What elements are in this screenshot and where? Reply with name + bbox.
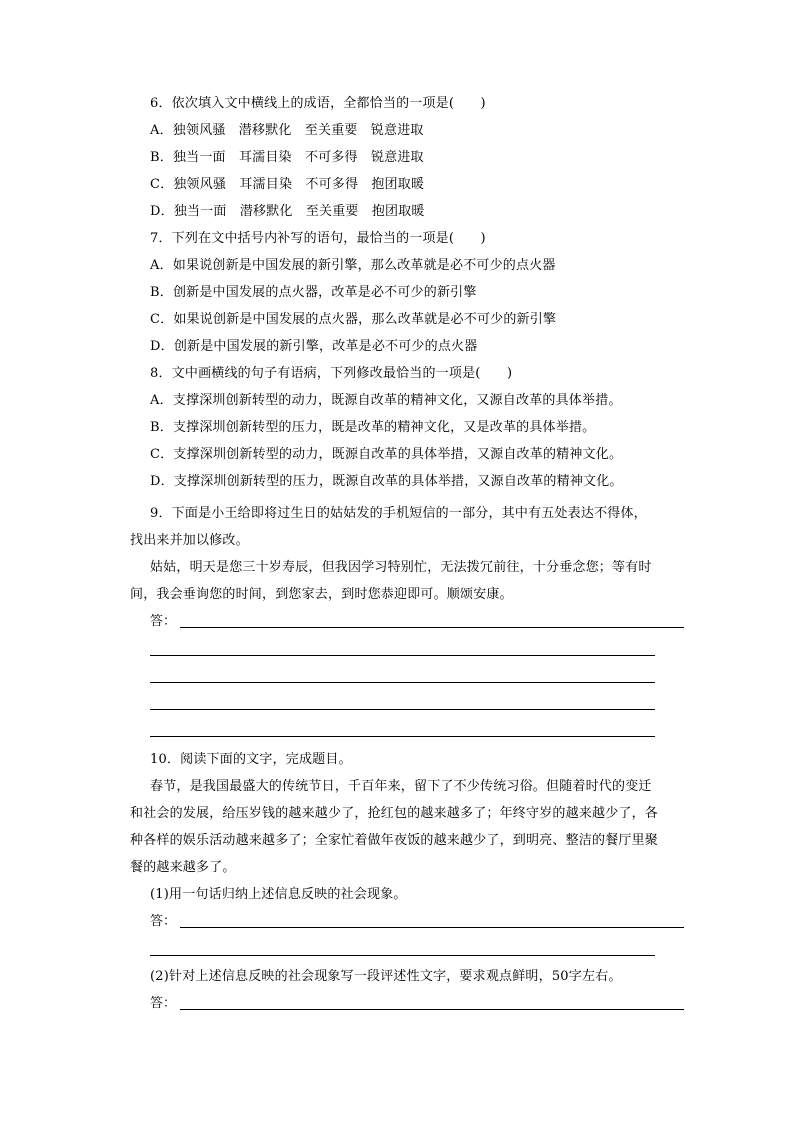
q10-passage-line1: 春节，是我国最盛大的传统节日，千百年来，留下了不少传统习俗。但随着时代的变迁	[150, 779, 652, 794]
q10-sub1-answer-row	[150, 913, 684, 931]
q9-answer-line-1[interactable]	[180, 627, 684, 628]
q10-stem: 10．阅读下面的文字，完成题目。	[150, 752, 352, 767]
q9-stem-line1: 9．下面是小王给即将过生日的姑姑发的手机短信的一部分，其中有五处表达不得体，	[150, 506, 647, 521]
q10-sub1: (1)用一句话归纳上述信息反映的社会现象。	[150, 887, 407, 902]
q6-option-b: B．独当一面 耳濡目染 不可多得 锐意进取	[150, 150, 424, 165]
q9-answer-label: 答：	[150, 614, 177, 629]
q9-answer-line-5[interactable]	[150, 736, 655, 737]
q6-option-a: A．独领风骚 潜移默化 至关重要 锐意进取	[150, 123, 424, 138]
q9-passage-line2: 间，我会垂询您的时间，到您家去，到时您恭迎即可。顺颂安康。	[130, 587, 513, 602]
q8-option-a: A．支撑深圳创新转型的动力，既源自改革的精神文化，又源自改革的具体举措。	[150, 393, 622, 408]
q10-passage-line2: 和社会的发展，给压岁钱的越来越少了，抢红包的越来越多了；年终守岁的越来越少了，各	[130, 806, 659, 821]
q7-option-d: D．创新是中国发展的新引擎，改革是必不可少的点火器	[150, 339, 478, 354]
q10-sub2-answer-line-1[interactable]	[180, 1009, 684, 1010]
q6-stem: 6．依次填入文中横线上的成语，全都恰当的一项是( )	[150, 96, 486, 111]
q9-stem-line2: 找出来并加以修改。	[130, 533, 249, 548]
q10-sub2: (2)针对上述信息反映的社会现象写一段评述性文字，要求观点鲜明，50字左右。	[150, 969, 622, 984]
q8-option-b: B．支撑深圳创新转型的压力，既是改革的精神文化，又是改革的具体举措。	[150, 420, 596, 435]
q7-option-b: B．创新是中国发展的点火器，改革是必不可少的新引擎	[150, 285, 477, 300]
q10-sub2-answer-label: 答：	[150, 996, 177, 1011]
q10-passage-line3: 种各样的娱乐活动越来越多了；全家忙着做年夜饭的越来越少了，到明亮、整洁的餐厅里聚	[130, 833, 659, 848]
q10-sub1-answer-line-1[interactable]	[180, 927, 684, 928]
q9-answer-line-2[interactable]	[150, 655, 655, 656]
q6-option-d: D．独当一面 潜移默化 至关重要 抱团取暖	[150, 204, 425, 219]
q6-option-c: C．独领风骚 耳濡目染 不可多得 抱团取暖	[150, 177, 425, 192]
q9-answer-line-3[interactable]	[150, 682, 655, 683]
q8-stem: 8．文中画横线的句子有语病，下列修改最恰当的一项是( )	[150, 366, 513, 381]
q7-option-c: C．如果说创新是中国发展的点火器，那么改革就是必不可少的新引擎	[150, 312, 557, 327]
q10-sub1-answer-label: 答：	[150, 914, 177, 929]
q10-sub1-answer-line-2[interactable]	[150, 955, 655, 956]
q9-answer-line-4[interactable]	[150, 709, 655, 710]
q9-passage-line1: 姑姑，明天是您三十岁寿辰，但我因学习特别忙，无法拨冗前往，十分垂念您；等有时	[150, 560, 652, 575]
q7-stem: 7．下列在文中括号内补写的语句，最恰当的一项是( )	[150, 231, 486, 246]
q9-answer-row	[150, 613, 684, 631]
q10-sub2-answer-row	[150, 995, 684, 1013]
q7-option-a: A．如果说创新是中国发展的新引擎，那么改革就是必不可少的点火器	[150, 258, 556, 273]
q10-passage-line4: 餐的越来越多了。	[130, 860, 236, 875]
q8-option-d: D．支撑深圳创新转型的压力，既源自改革的具体举措，又源自改革的精神文化。	[150, 474, 623, 489]
q8-option-c: C．支撑深圳创新转型的动力，既源自改革的具体举措，又源自改革的精神文化。	[150, 447, 623, 462]
